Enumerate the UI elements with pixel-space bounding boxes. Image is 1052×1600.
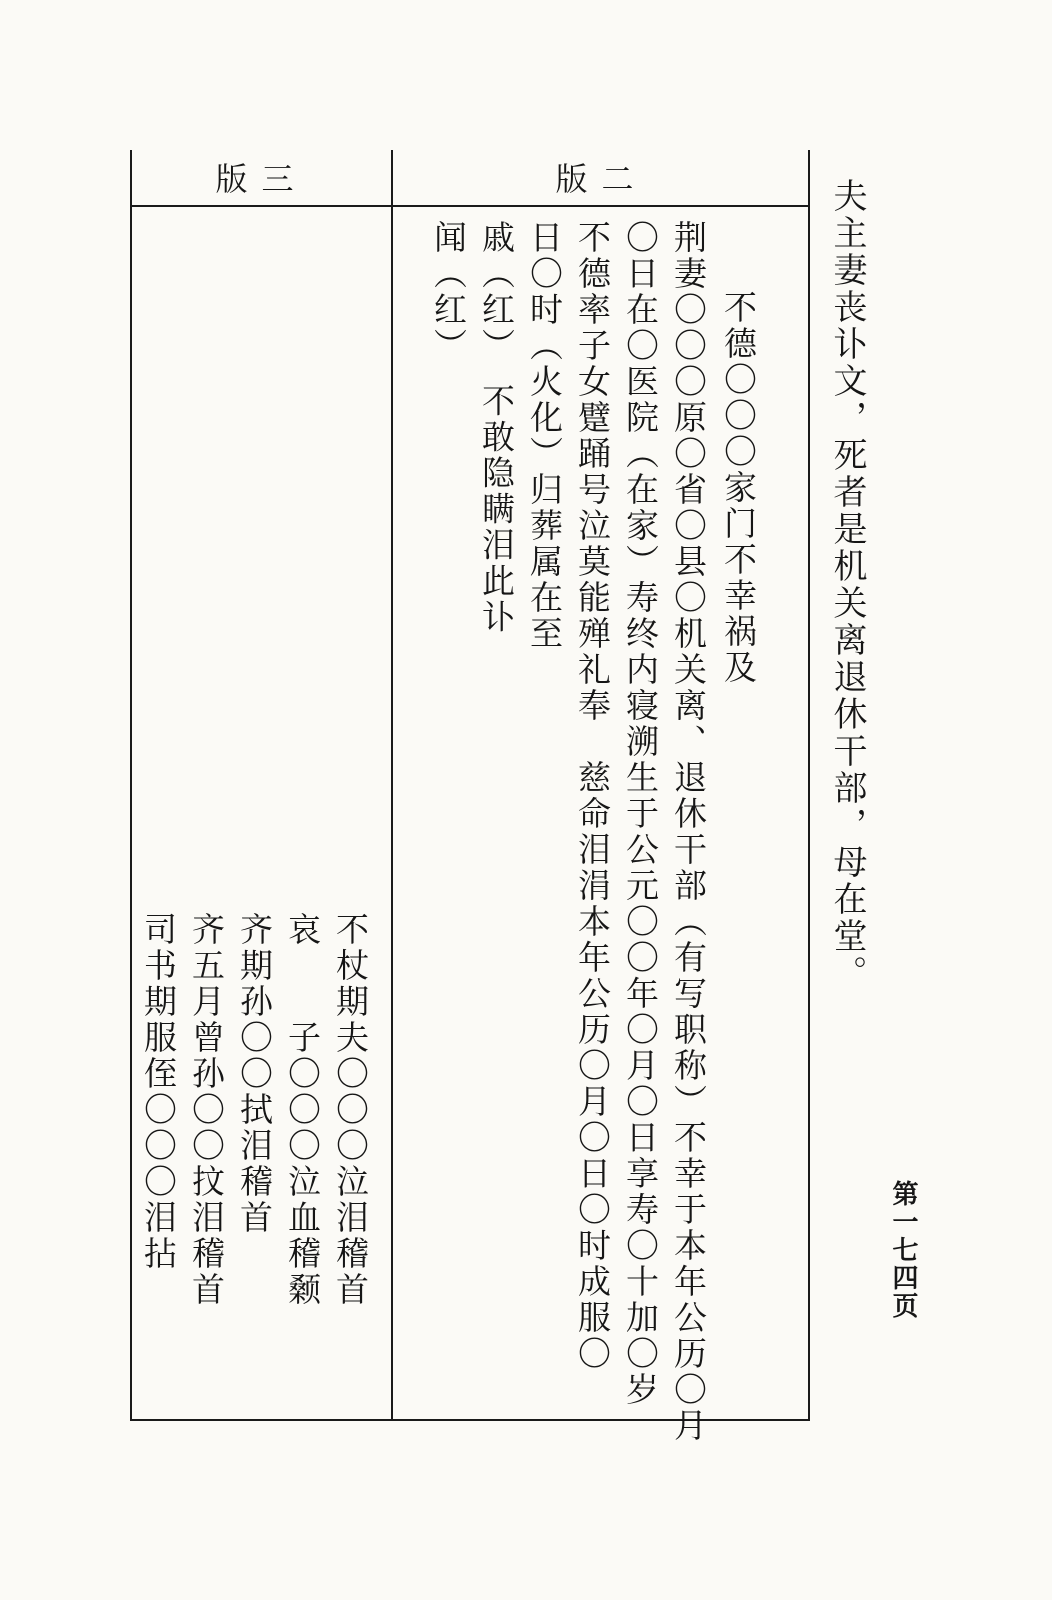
column-header-ban-san: 版三	[215, 160, 308, 198]
ban-er-line: 不德〇〇〇家门不幸祸及	[719, 290, 758, 686]
page-number: 第一七四页	[888, 1180, 918, 1320]
obituary-table	[130, 150, 810, 1421]
column-header-ban-er: 版二	[555, 160, 648, 198]
ban-er-line: 日〇时（火化）归葬属在至	[525, 220, 564, 652]
ban-er-line: 闻（红）	[429, 220, 468, 364]
header-rule	[132, 205, 808, 207]
ban-san-line: 齐期孙〇〇拭泪稽首	[235, 912, 274, 1236]
column-divider	[391, 150, 393, 1419]
ban-er-line: 荆妻〇〇〇原〇省〇县〇机关离、退休干部（有写职称）不幸于本年公历〇月	[669, 220, 708, 1444]
ban-er-line: 戚（红） 不敢隐瞒泪此讣	[477, 220, 516, 636]
ban-san-line: 哀 子〇〇〇泣血稽颡	[283, 912, 322, 1308]
document-title: 夫主妻丧讣文，死者是机关离退休干部，母在堂。	[827, 178, 867, 992]
ban-er-line: 不德率子女躄踊号泣莫能殚礼奉 慈命泪涓本年公历〇月〇日〇时成服〇	[573, 220, 612, 1372]
ban-san-line: 齐五月曾孙〇〇抆泪稽首	[187, 912, 226, 1308]
ban-san-line: 不杖期夫〇〇〇泣泪稽首	[331, 912, 370, 1308]
ban-san-line: 司书期服侄〇〇〇泪拈	[139, 912, 178, 1272]
ban-er-line: 〇日在〇医院（在家）寿终内寝溯生于公元〇〇年〇月〇日享寿〇十加〇岁	[621, 220, 660, 1408]
